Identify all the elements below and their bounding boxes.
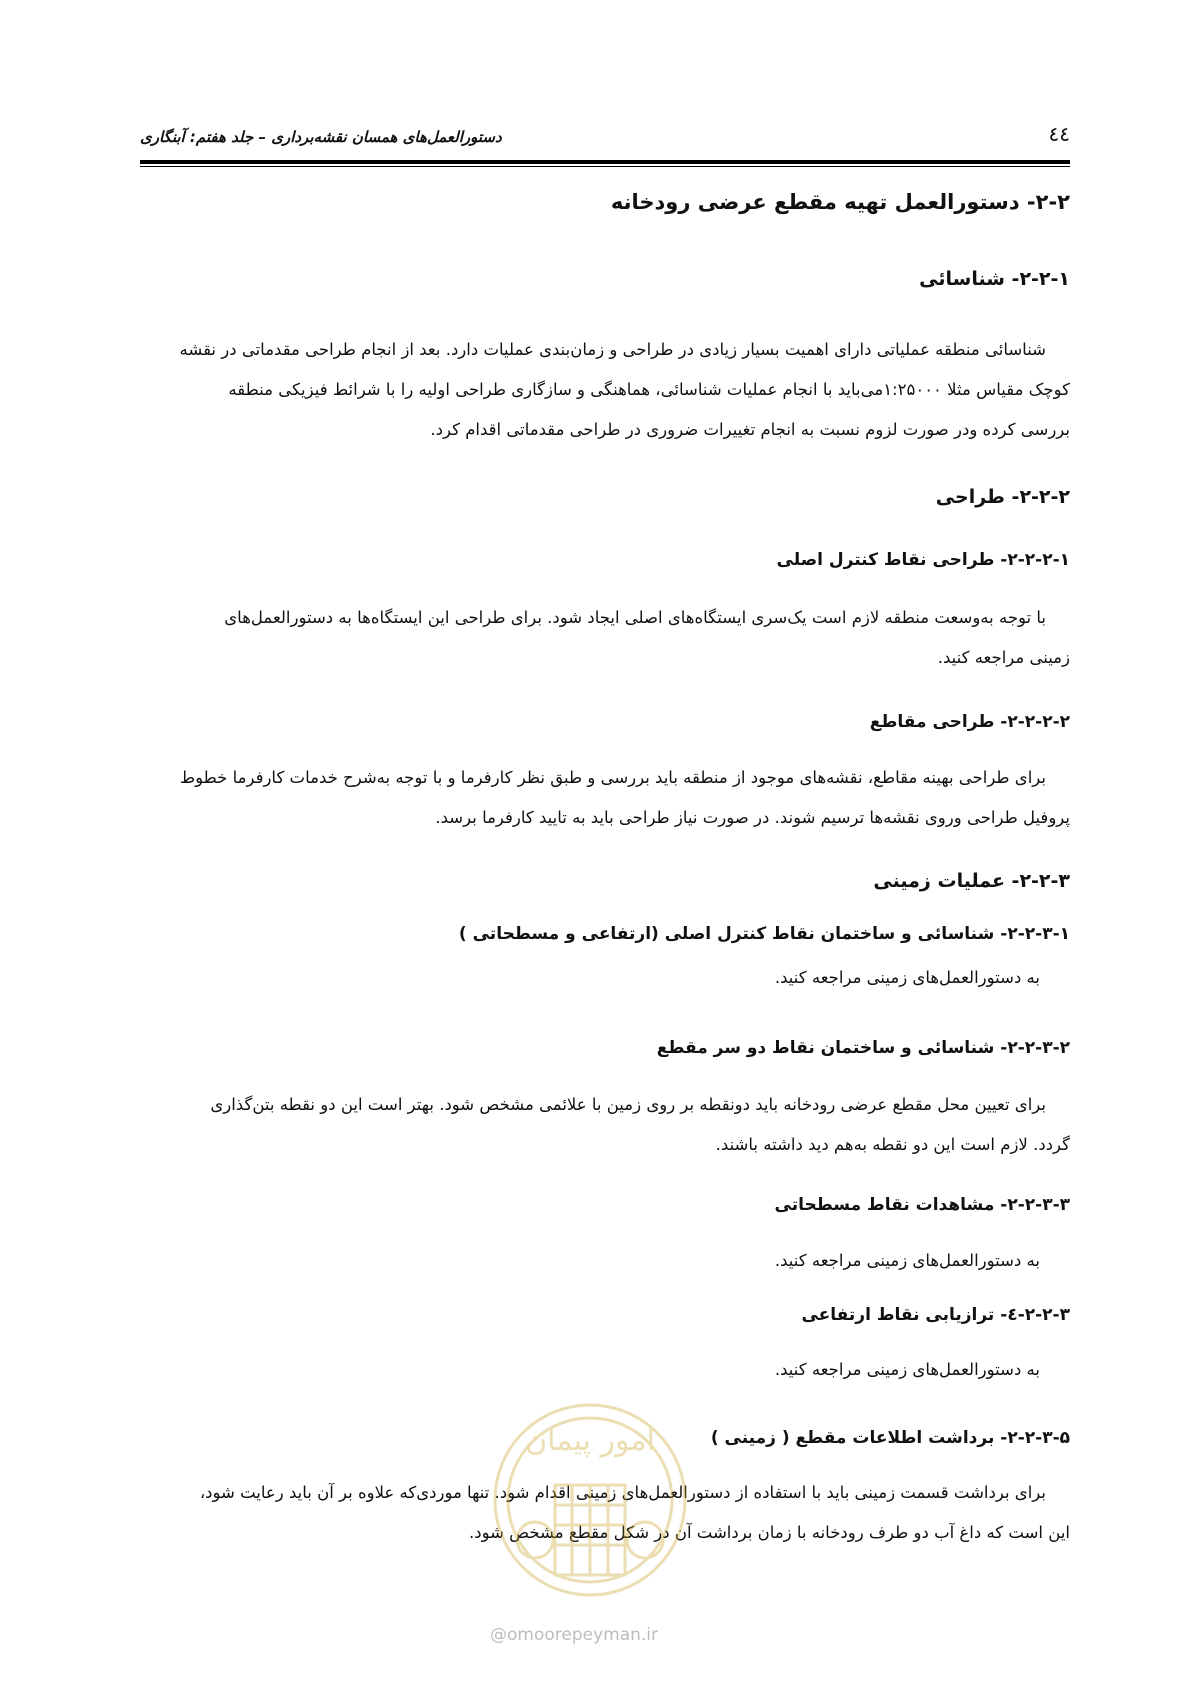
section-title-2-2-3-2: ۲-۲-۳-۲- شناسائی و ساختمان نقاط دو سر مقطع	[656, 1038, 1070, 1058]
paragraph-line: زمینی مراجعه کنید.	[937, 648, 1070, 667]
page-number: ٤٤	[1048, 122, 1070, 146]
section-title-2-2-3-5: ۲-۲-۳-۵- برداشت اطلاعات مقطع ( زمینی )	[710, 1428, 1070, 1448]
section-title-2-2-3: ۲-۲-۳- عملیات زمینی	[873, 870, 1070, 892]
paragraph-2-2-2-2	[140, 758, 1070, 838]
paragraph-line: با توجه به‌وسعت منطقه لازم است یک‌سری ایستگاه‌های اصلی ایجاد شود. برای طراحی این ایستگاه‌ها به دستورالعمل‌های	[224, 608, 1046, 627]
section-title-2-2-3-1: ۲-۲-۳-۱- شناسائی و ساختمان نقاط کنترل اصلی (ارتفاعی و مسطحاتی )	[458, 924, 1070, 944]
section-title-2-2-2-2: ۲-۲-۲-۲- طراحی مقاطع	[869, 712, 1070, 732]
paragraph-line: این است که داغ آب دو طرف رودخانه با زمان برداشت آن در شکل مقطع مشخص شود.	[468, 1523, 1070, 1542]
paragraph-line: بررسی کرده ودر صورت لزوم نسبت به انجام تغییرات ضروری در طراحی مقدماتی اقدام کرد.	[430, 420, 1070, 439]
section-title-2-2-2-1: ۲-۲-۲-۱- طراحی نقاط کنترل اصلی	[776, 550, 1070, 570]
paragraph-2-2-3-2	[140, 1085, 1070, 1165]
paragraph-line: برای تعیین محل مقطع عرضی رودخانه باید دونقطه بر روی زمین با علائمی مشخص شود. بهتر است این دو نقطه بتن‌گذاری	[210, 1095, 1046, 1114]
paragraph-line: کوچک مقیاس مثلا ۱:۲۵۰۰۰می‌باید با انجام عملیات شناسائی، هماهنگی و سازگاری طراحی اولیه را با شرائط فیزیکی منطقه	[228, 380, 1070, 399]
section-title-2-2-3-3: ۲-۲-۳-۳- مشاهدات نقاط مسطحاتی	[774, 1195, 1070, 1215]
paragraph-line: برای برداشت قسمت زمینی باید با استفاده از دستورالعمل‌های زمینی اقدام شود. تنها موردی‌که علاوه بر آن باید رعایت شود،	[199, 1483, 1046, 1502]
header-rule-thin	[140, 166, 1070, 167]
paragraph-2-2-2-1	[140, 598, 1070, 678]
section-title-2-2: ۲-۲- دستورالعمل تهیه مقطع عرضی رودخانه	[610, 190, 1070, 214]
reference-text-2-2-3-1: به دستورالعمل‌های زمینی مراجعه کنید.	[774, 968, 1040, 987]
header-rule	[140, 160, 1070, 164]
paragraph-2-2-3-5	[140, 1473, 1070, 1553]
section-title-2-2-2: ۲-۲-۲- طراحی	[935, 486, 1070, 508]
reference-text-2-2-3-4: به دستورالعمل‌های زمینی مراجعه کنید.	[774, 1360, 1040, 1379]
paragraph-line: گردد. لازم است این دو نقطه به‌هم دید داشته باشند.	[715, 1135, 1070, 1154]
section-title-2-2-1: ۲-۲-۱- شناسائی	[919, 268, 1070, 290]
paragraph-line: برای طراحی بهینه مقاطع، نقشه‌های موجود از منطقه باید بررسی و طبق نظر کارفرما و با توجه به‌شرح خدمات کارفرما خطوط	[179, 768, 1046, 787]
watermark-logo-text: امور پیمان	[525, 1423, 655, 1458]
paragraph-line: پروفیل طراحی وروی نقشه‌ها ترسیم شوند. در صورت نیاز طراحی باید به تایید کارفرما برسد.	[435, 808, 1070, 827]
watermark-site: @omoorepeyman.ir	[490, 1625, 659, 1645]
page-header	[140, 122, 1070, 152]
section-title-2-2-3-4: ۲-۲-۳-٤- ترازیابی نقاط ارتفاعی	[801, 1305, 1070, 1325]
reference-text-2-2-3-3: به دستورالعمل‌های زمینی مراجعه کنید.	[774, 1251, 1040, 1270]
running-title: دستورالعمل‌های همسان نقشه‌برداری – جلد هفتم: آبنگاری	[140, 128, 502, 146]
paragraph-line: شناسائی منطقه عملیاتی دارای اهمیت بسیار زیادی در طراحی و زمان‌بندی عملیات دارد. بعد از انجام طراحی مقدماتی در نقشه	[179, 340, 1046, 359]
paragraph-2-2-1	[140, 330, 1070, 450]
